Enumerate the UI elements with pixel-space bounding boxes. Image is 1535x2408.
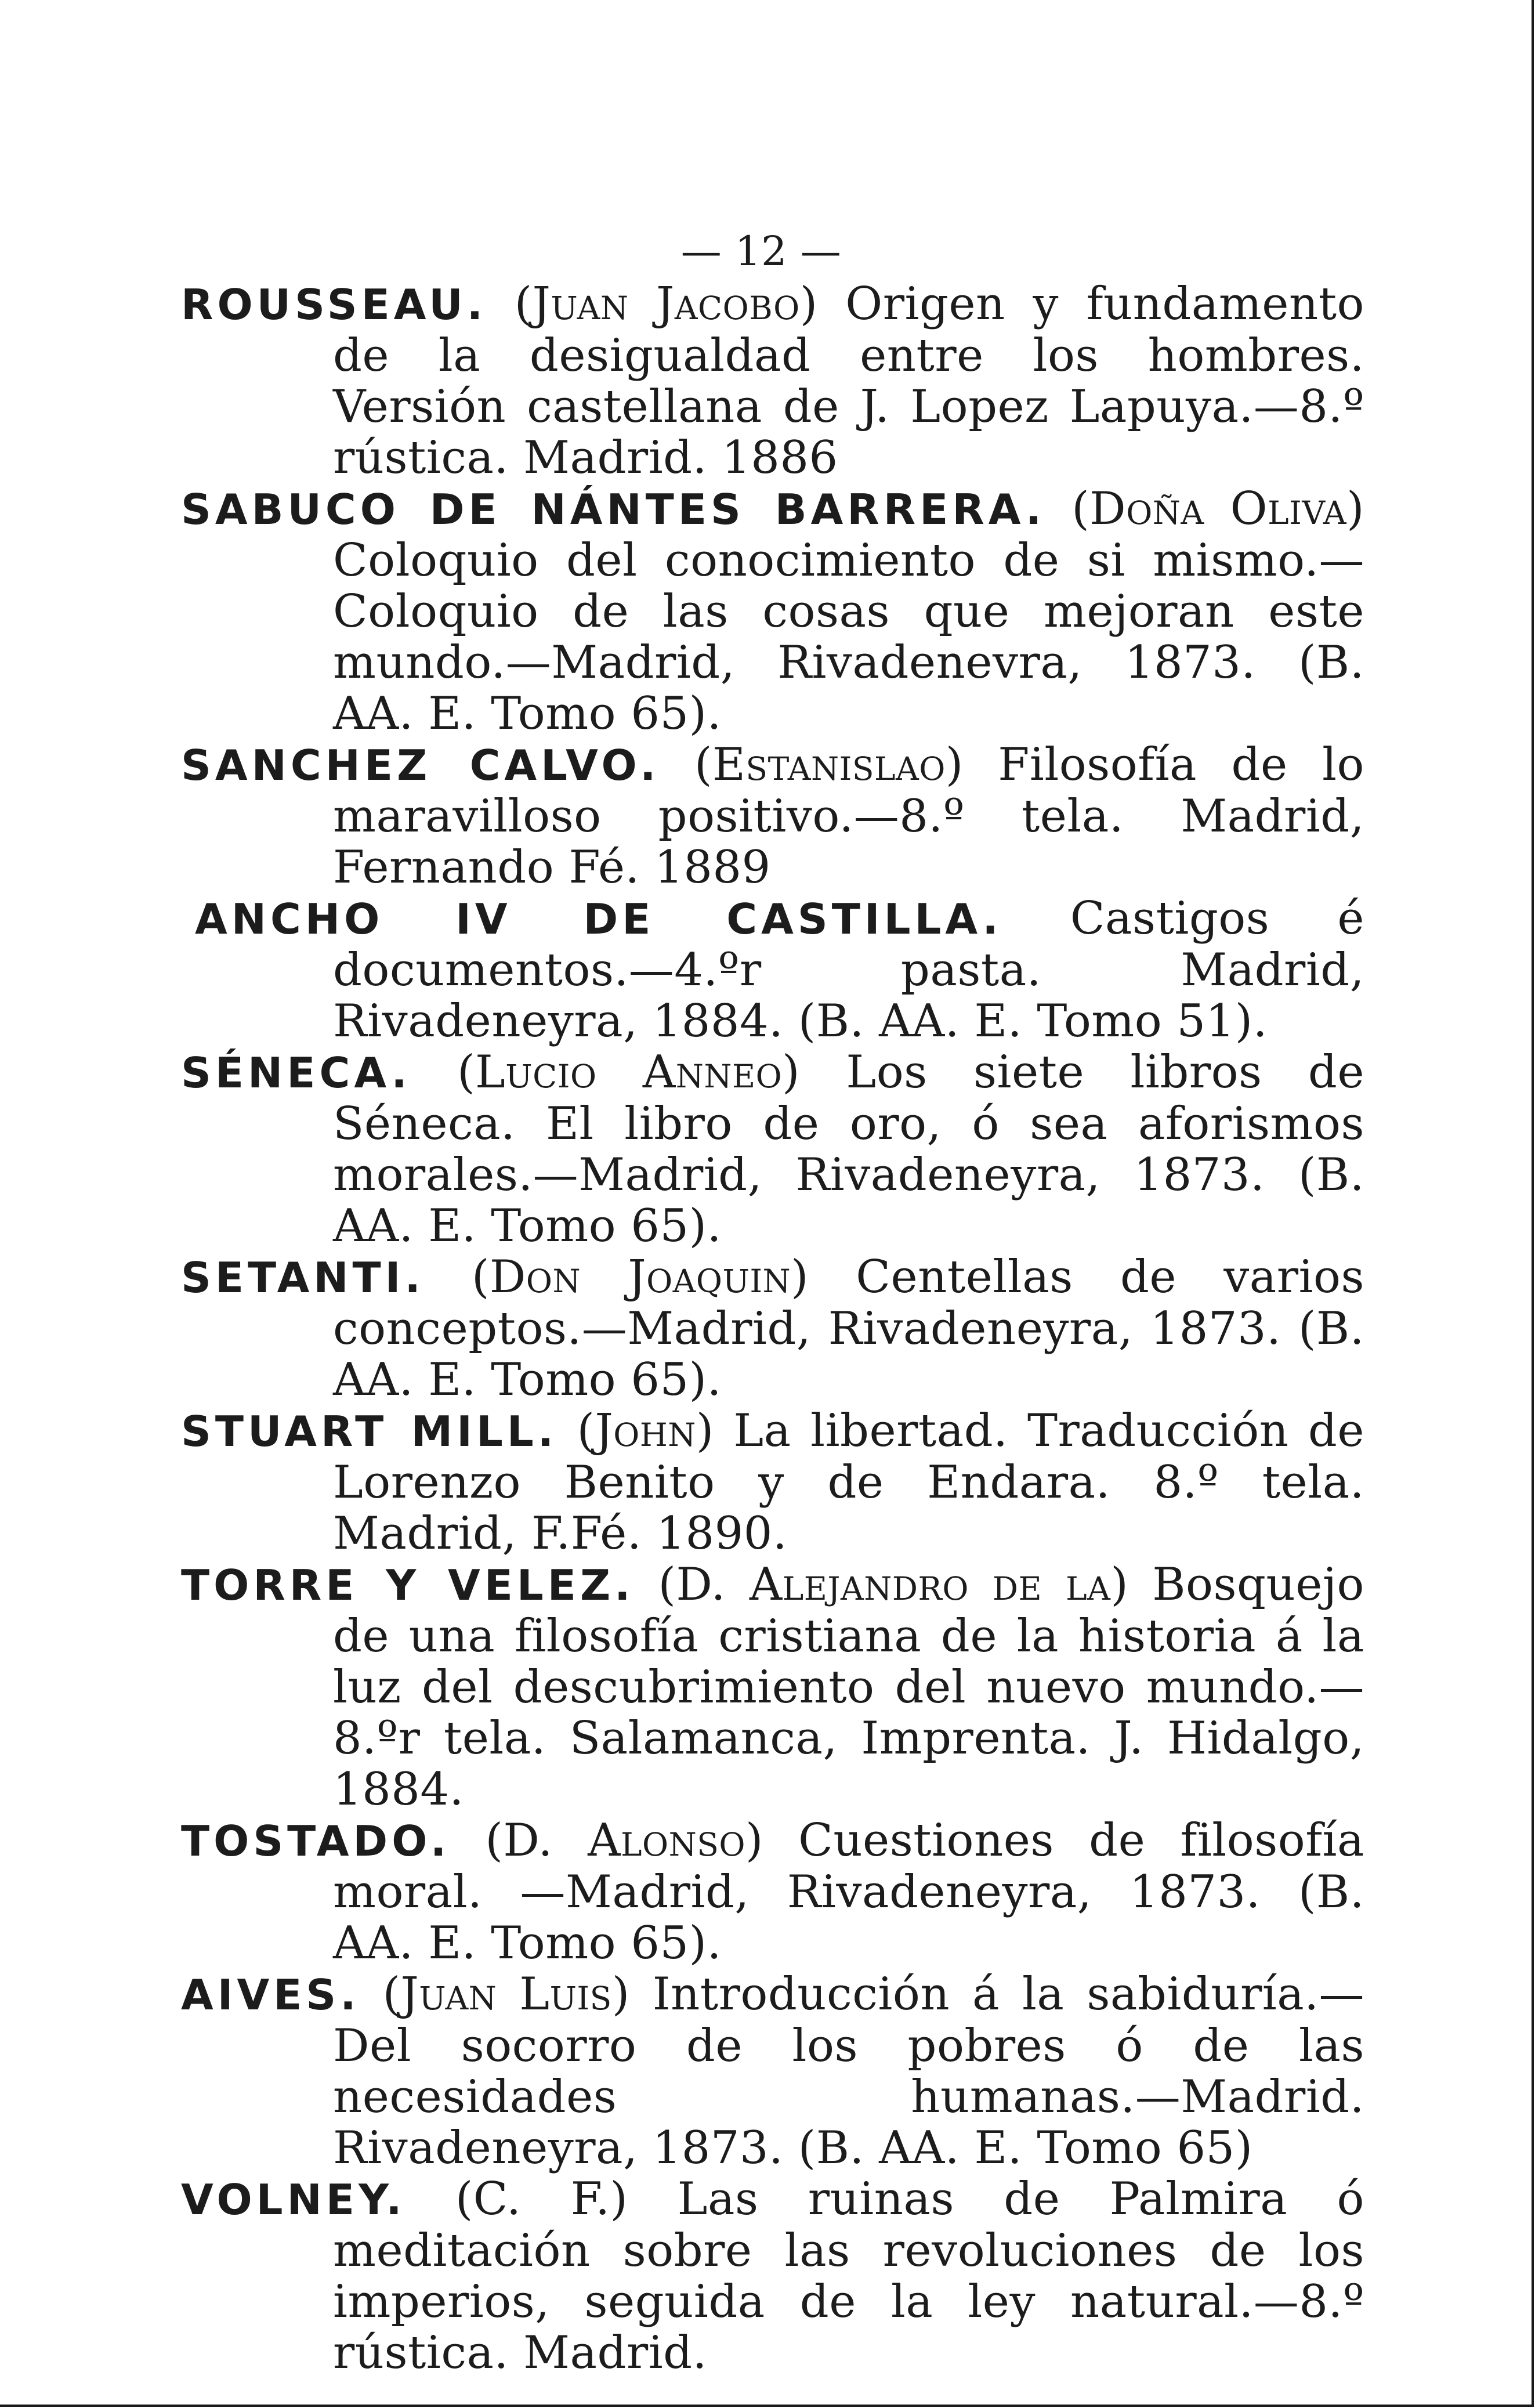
entry-head: VOLNEY. [181,2175,406,2224]
entry-volney [181,2174,1364,2378]
entry-head: AIVES. [181,1970,360,2019]
entry-head: SANCHEZ CALVO. [181,741,660,790]
entry-author: (John) [577,1405,714,1457]
entry-text: Castigos é documentos.—4.ºr pasta. Madrid, Rivadeneyra, 1884. (B. AA. E. Tomo 51). [333,892,1365,1047]
entry-text: Introducción á la sabiduría.—Del socorro de los pobres ó de las necesidades humanas.—Madrid. Rivadeneyra, 1873. (B. AA. E. Tomo 65) [333,1968,1365,2174]
entry-text: Las ruinas de Palmira ó meditación sobre las revoluciones de los imperios, seguida de la ley natural.—8.º rústica. Madrid. [333,2173,1364,2379]
page-number: — 12 — [680,227,842,275]
entry-rousseau [181,279,1364,483]
entry-text: Filosofía de lo maravilloso positivo.—8.º tela. Madrid, Fernando Fé. 1889 [333,739,1364,894]
entry-text: Bosquejo de una filosofía cristiana de la historia á la luz del descubrimiento del nuevo mundo.—8.ºr tela. Salamanca, Imprenta. J. Hidalgo, 1884. [333,1559,1365,1816]
entry-author: (Estanislao) [694,739,964,791]
entry-tostado [181,1815,1364,1969]
entry-text: Coloquio del conocimiento de si mismo.—Coloquio de las cosas que mejoran este mundo.—Madrid, Rivadenevra, 1873. (B. AA. E. Tomo 65). [333,534,1364,740]
entry-author: (Don Joaquin) [471,1251,809,1303]
entry-text: Los siete libros de Séneca. El libro de oro, ó sea aforismos morales.—Madrid, Rivadeneyra, 1873. (B. AA. E. Tomo 65). [333,1046,1364,1252]
entry-author: (C. F.) [455,2173,628,2225]
entry-sabuco [181,483,1364,739]
entry-text: Centellas de varios conceptos.—Madrid, Rivadeneyra, 1873. (B. AA. E. Tomo 65). [333,1251,1364,1406]
entry-torre-y-velez [181,1559,1364,1815]
entry-author: (Juan Luis) [382,1968,630,2020]
entry-seneca [181,1047,1364,1252]
entry-sancho-iv [181,893,1364,1047]
entry-author: (D. Alonso) [485,1814,763,1867]
entry-sanchez-calvo [181,739,1364,893]
entry-text: Origen y fundamento de la desigualdad entre los hombres. Versión castellana de J. Lopez Lapuya.—8.º rústica. Madrid. 1886 [333,278,1365,484]
entry-author: (Lucio Anneo) [457,1046,801,1098]
entry-text: La libertad. Traducción de Lorenzo Benito y de Endara. 8.º tela. Madrid, F.Fé. 1890. [333,1405,1364,1560]
entry-head: STUART MILL. [181,1407,558,1456]
entry-vives [181,1969,1364,2174]
entry-author: (Juan Jacobo) [514,278,818,330]
entry-head: SABUCO DE NÁNTES BARRERA. [181,485,1046,534]
entry-head: TOSTADO. [181,1817,451,1865]
entry-stuart-mill [181,1405,1364,1559]
entry-author: (D. Alejandro de la) [658,1559,1129,1611]
entry-author: (Doña Oliva) [1071,483,1365,535]
entry-head: SÉNECA. [181,1048,411,1097]
entry-head: ANCHO IV DE CASTILLA. [195,895,1002,943]
entry-head: TORRE Y VELEZ. [181,1561,635,1610]
page-text [181,226,1364,2378]
entry-setanti [181,1252,1364,1405]
entry-head: ROUSSEAU. [181,280,487,329]
entry-text: Cuestiones de filosofía moral. —Madrid, Rivadeneyra, 1873. (B. AA. E. Tomo 65). [333,1814,1365,1969]
entry-head: SETANTI. [181,1253,425,1302]
